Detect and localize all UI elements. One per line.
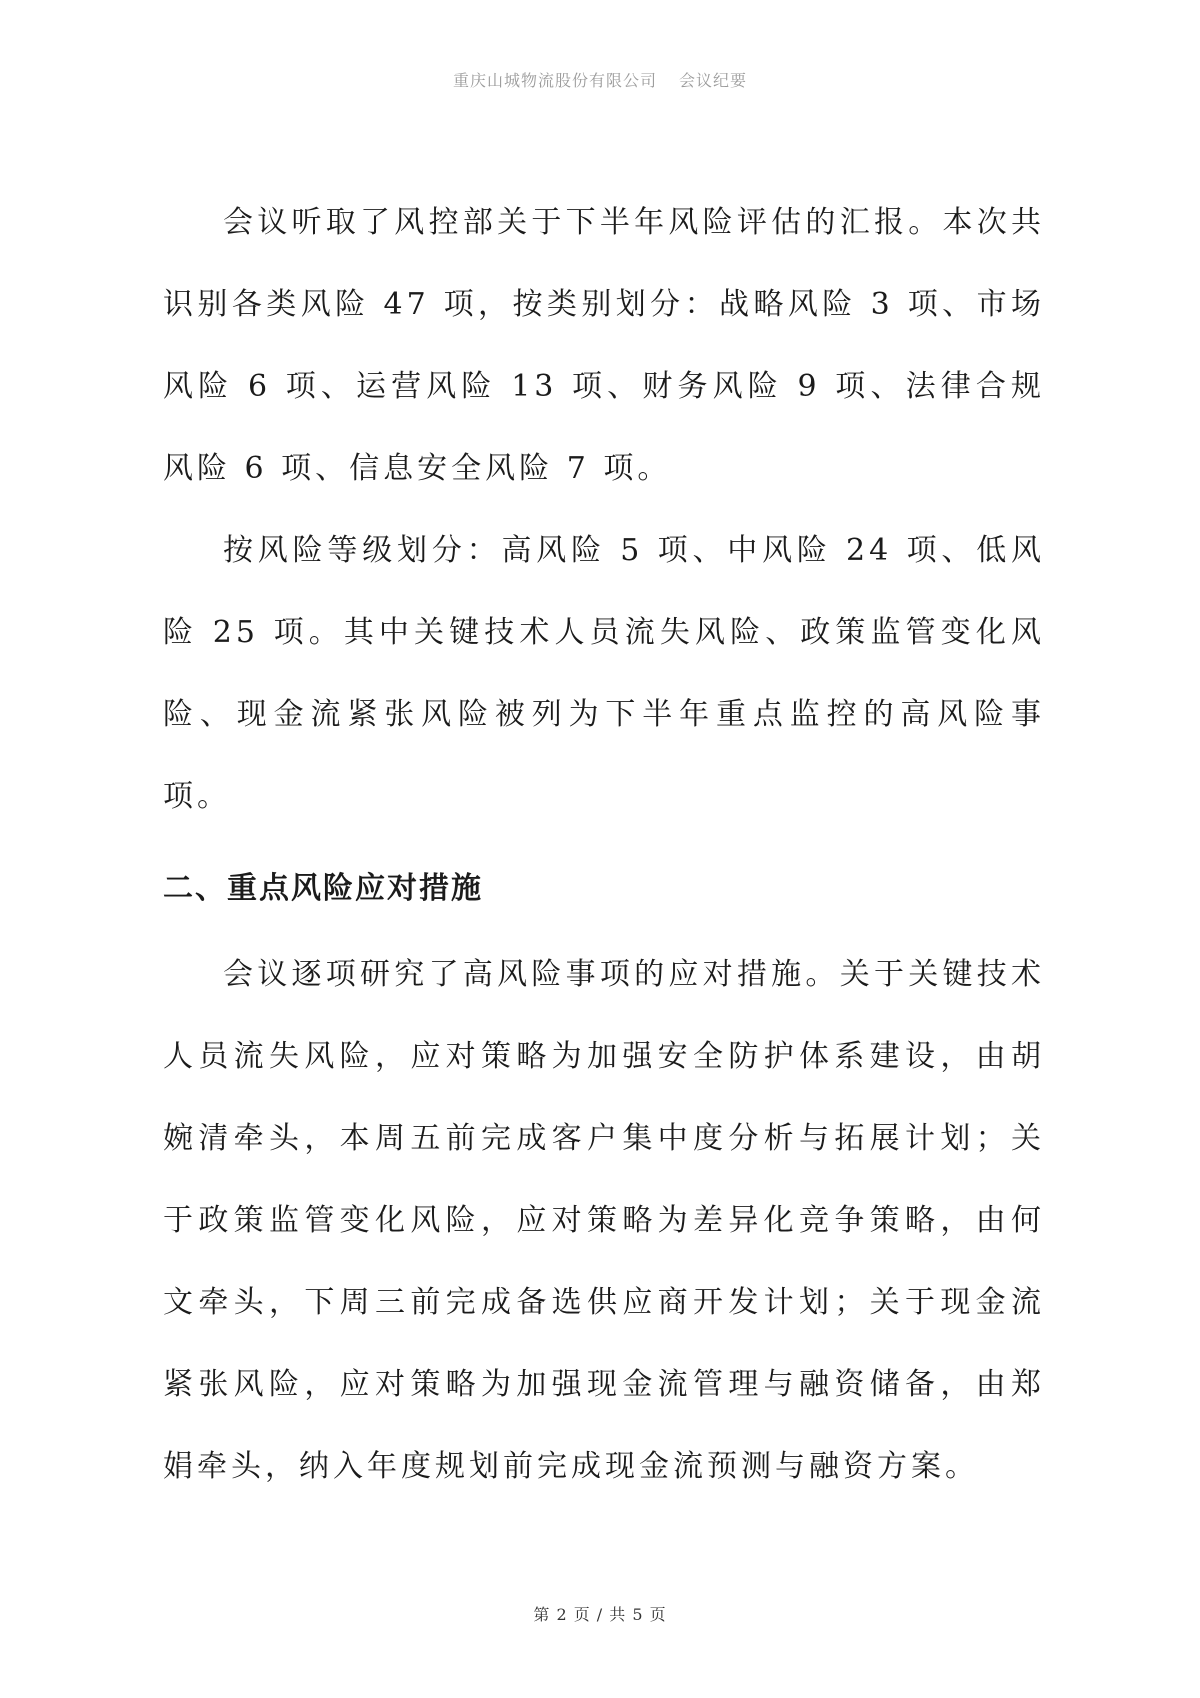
document-body <box>163 182 1045 1508</box>
header-company-name: 重庆山城物流股份有限公司 <box>452 71 657 90</box>
page-header <box>0 68 1200 91</box>
page-number: 第 2 页 / 共 5 页 <box>533 1605 667 1624</box>
paragraph-risk-measures: 会议逐项研究了高风险事项的应对措施。关于关键技术人员流失风险，应对策略为加强安全防护体系建设，由胡婉清牵头，本周五前完成客户集中度分析与拓展计划；关于政策监管变化风险，应对策略为差异化竞争策略，由何文牵头，下周三前完成备选供应商开发计划；关于现金流紧张风险，应对策略为加强现金流管理与融资储备，由郑娟牵头，纳入年度规划前完成现金流预测与融资方案。 <box>163 957 1045 1484</box>
paragraph-risk-levels: 按风险等级划分：高风险 5 项、中风险 24 项、低风险 25 项。其中关键技术人员流失风险、政策监管变化风险、现金流紧张风险被列为下半年重点监控的高风险事项。 <box>163 533 1045 814</box>
header-document-type: 会议纪要 <box>679 71 748 90</box>
paragraph-risk-categories: 会议听取了风控部关于下半年风险评估的汇报。本次共识别各类风险 47 项，按类别划分：战略风险 3 项、市场风险 6 项、运营风险 13 项、财务风险 9 项、法律合规风险 6 项、信息安全风险 7 项。 <box>163 205 1045 486</box>
section-heading-risk-measures: 二、重点风险应对措施 <box>163 871 483 906</box>
